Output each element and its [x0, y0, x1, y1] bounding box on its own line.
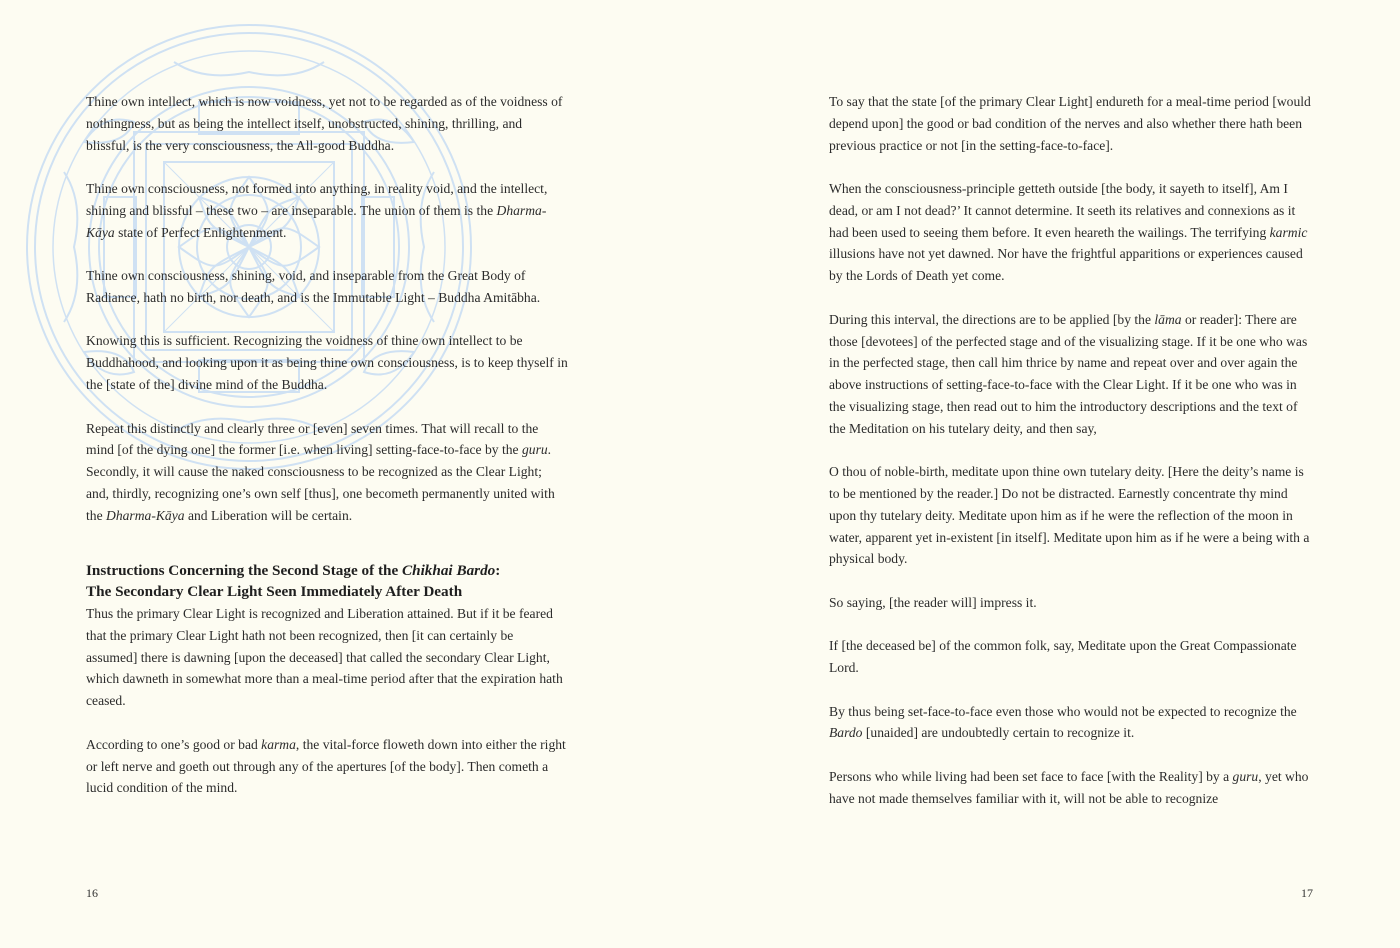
right-text-column — [829, 91, 1315, 831]
paragraph: By thus being set-face-to-face even those who would not be expected to recognize the Bardo [unaided] are undoubtedly certain to recognize it. — [829, 703, 1297, 741]
paragraph: O thou of noble-birth, meditate upon thine own tutelary deity. [Here the deity’s name is to be mentioned by the reader.] Do not be distracted. Earnestly concentrate thy mind upon thy tutelary deity. Meditate upon him as if he were the reflection of the moon in water, apparent yet in-existent [in itself]. Meditate upon him as if he were a being with a physical body. — [829, 464, 1310, 567]
paragraph: If [the deceased be] of the common folk, say, Meditate upon the Great Compassionate Lord. — [829, 638, 1297, 676]
heading-line-2: The Secondary Clear Light Seen Immediately After Death — [86, 583, 463, 601]
page-number: 17 — [1301, 886, 1313, 900]
section-heading — [86, 560, 568, 604]
paragraph: Thine own consciousness, shining, void, and inseparable from the Great Body of Radiance, hath no birth, nor death, and is the Immutable Light – Buddha Amitābha. — [86, 268, 541, 305]
paragraph: Thus the primary Clear Light is recognized and Liberation attained. But if it be feared that the primary Clear Light hath not been recognized, then [it can certainly be assumed] there is dawning [upon the deceased] that called the secondary Clear Light, which dawneth in somewhat more than a meal-time period after that the expiration hath ceased. — [86, 606, 563, 709]
paragraph: Persons who while living had been set face to face [with the Reality] by a guru, yet who have not made themselves familiar with it, will not be able to recognize — [829, 768, 1309, 806]
paragraph: During this interval, the directions are to be applied [by the lāma or reader]: There are those [devotees] of the perfected stage and of the visualizing stage. If it be one who was in the perfected stage, then call him thrice by name and repeat over and over again the above instructions of setting-face-to-face with the Clear Light. If it be one who was in the visualizing stage, then read out to him the introductory descriptions and the text of the Meditation on his tutelary deity, and then say, — [829, 311, 1308, 436]
italic-term: lāma — [1154, 311, 1182, 327]
right-page — [700, 0, 1400, 948]
paragraph: Thine own intellect, which is now voidness, yet not to be regarded as of the voidness of nothingness, but as being the intellect itself, unobstructed, shining, thrilling, and blissful, is the very consciousness, the All-good Buddha. — [86, 94, 563, 153]
paragraph: When the consciousness-principle getteth outside [the body, it sayeth to itself], Am I dead, or am I not dead?’ It cannot determine. It seeth its relatives and connexions as it had been used to seeing them before. It even heareth the wailings. The terrifying karmic illusions have not yet dawned. Nor have the frightful apparitions or experiences caused by the Lords of Death yet come. — [829, 181, 1308, 284]
italic-term: Dharma-Kāya — [86, 202, 547, 240]
italic-term: karma — [261, 736, 296, 752]
italic-term: Bardo — [829, 725, 863, 741]
heading-line-1: Instructions Concerning the Second Stage of the Chikhai Bardo: — [86, 561, 501, 579]
italic-term: guru — [1232, 768, 1259, 784]
page-number: 16 — [86, 886, 98, 900]
left-text-column — [86, 91, 568, 821]
italic-term: Dharma-Kāya — [106, 507, 185, 523]
paragraph: Knowing this is sufficient. Recognizing the voidness of thine own intellect to be Buddhahood, and looking upon it as being thine own consciousness, is to keep thyself in the [state of the] divine mind of the Buddha. — [86, 333, 568, 393]
italic-term: guru — [521, 442, 548, 458]
paragraph: According to one’s good or bad karma, the vital-force floweth down into either the right or left nerve and goeth out through any of the apertures [of the body]. Then cometh a lucid condition of the mind. — [86, 736, 566, 796]
italic-term: Chikhai Bardo — [402, 561, 496, 579]
paragraph: To say that the state [of the primary Clear Light] endureth for a meal-time period [would depend upon] the good or bad condition of the nerves and also whether there hath been previous practice or not [in the setting-face-to-face]. — [829, 94, 1311, 153]
italic-term: karmic — [1269, 224, 1308, 240]
paragraph: Repeat this distinctly and clearly three or [even] seven times. That will recall to the mind [of the dying one] the former [i.e. when living] setting-face-to-face by the guru. Secondly, it will cause the naked consciousness to be recognized as the Clear Light; and, thirdly, recognizing one’s own self [thus], one becometh permanently united with the Dharma-Kāya and Liberation will be certain. — [86, 420, 555, 523]
paragraph: So saying, [the reader will] impress it. — [829, 594, 1037, 610]
paragraph: Thine own consciousness, not formed into anything, in reality void, and the intellect, shining and blissful – these two – are inseparable. The union of them is the Dharma-Kāya state of Perfect Enlightenment. — [86, 181, 548, 240]
